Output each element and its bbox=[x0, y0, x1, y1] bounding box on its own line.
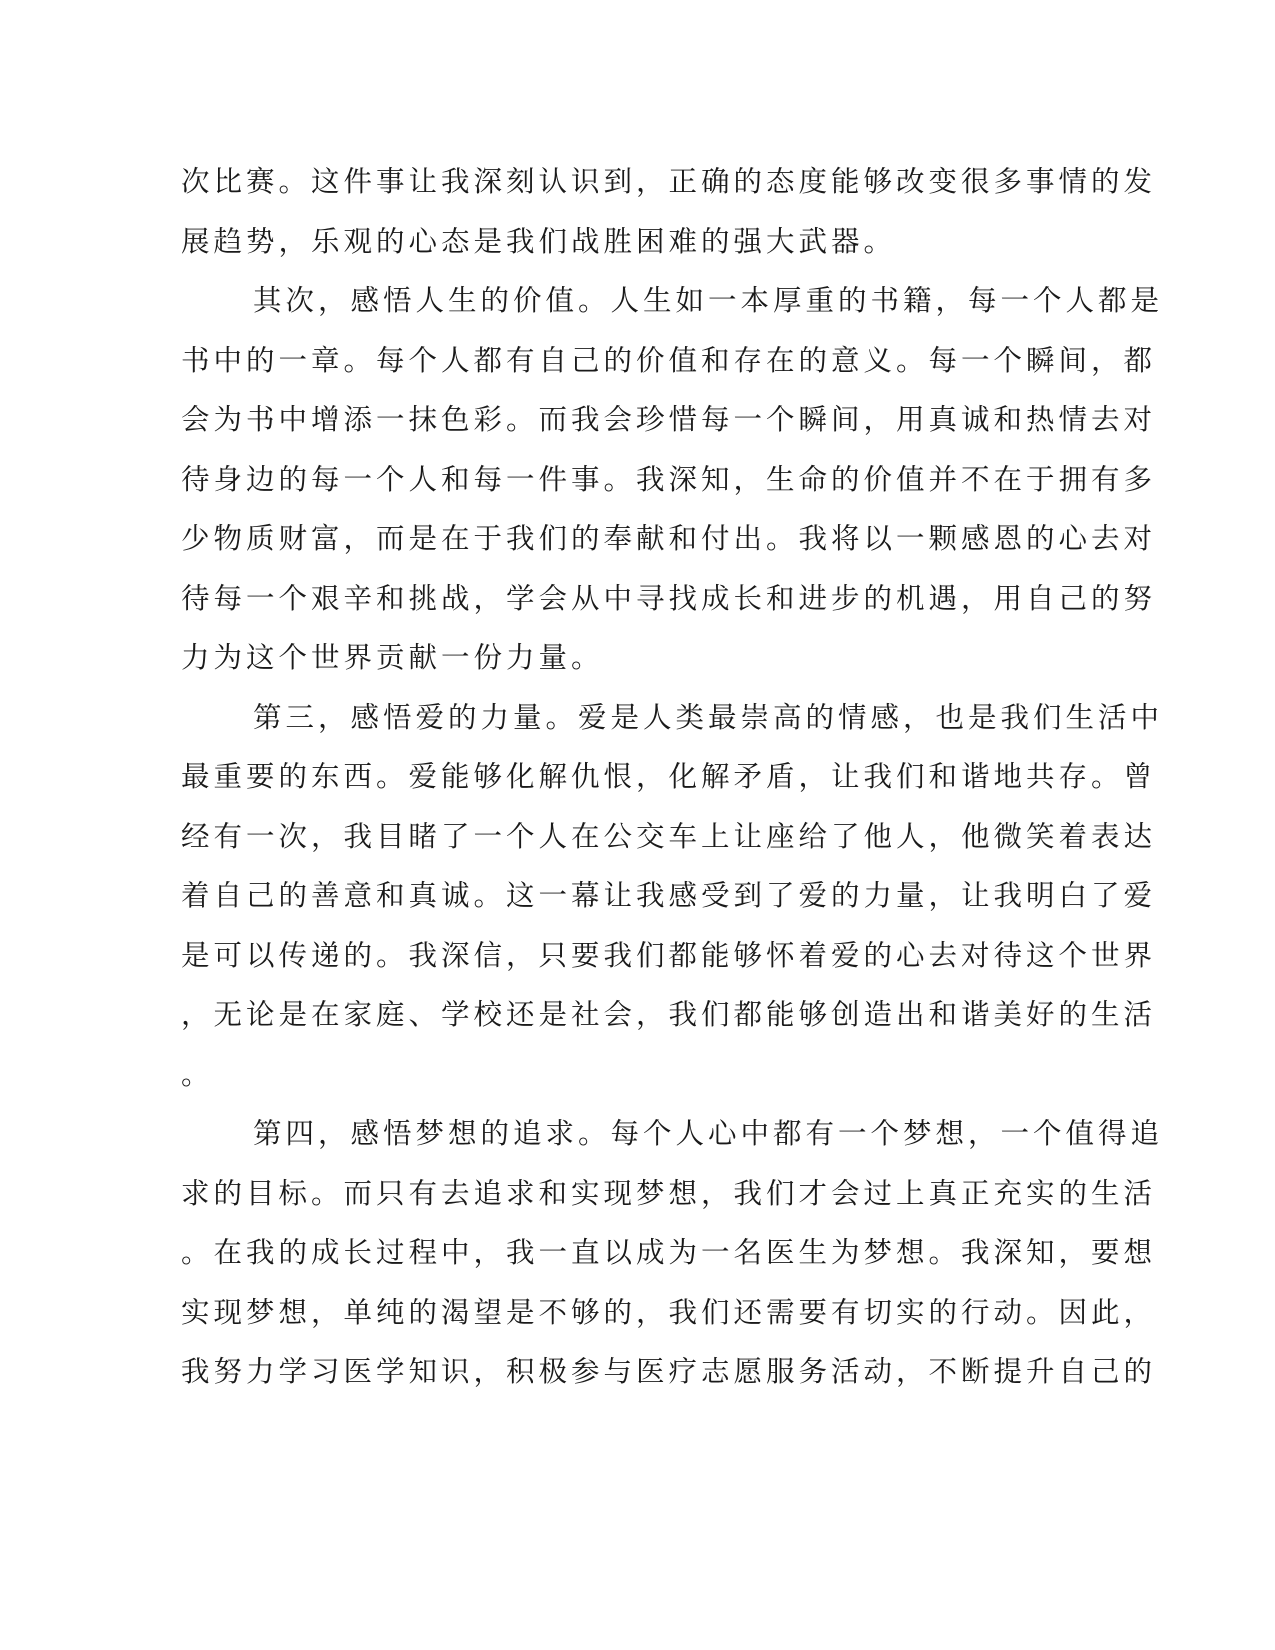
text-line: 会为书中增添一抹色彩。而我会珍惜每一个瞬间，用真诚和热情去对 bbox=[181, 403, 1157, 436]
text-line: 实现梦想，单纯的渴望是不够的，我们还需要有切实的行动。因此， bbox=[181, 1295, 1157, 1329]
text-line: 经有一次，我目睹了一个人在公交车上让座给了他人，他微笑着表达 bbox=[181, 819, 1157, 853]
text-line: 少物质财富，而是在于我们的奉献和付出。我将以一颗感恩的心去对 bbox=[181, 522, 1157, 555]
text-line: 次比赛。这件事让我深刻认识到，正确的态度能够改变很多事情的发 bbox=[181, 165, 1157, 198]
text-line: 力为这个世界贡献一份力量。 bbox=[181, 641, 604, 674]
text-line: 求的目标。而只有去追求和实现梦想，我们才会过上真正充实的生活 bbox=[181, 1176, 1157, 1210]
text-line: 待身边的每一个人和每一件事。我深知，生命的价值并不在于拥有多 bbox=[181, 462, 1157, 496]
text-line: 。在我的成长过程中，我一直以成为一名医生为梦想。我深知，要想 bbox=[181, 1236, 1157, 1269]
text-line: 我努力学习医学知识，积极参与医疗志愿服务活动，不断提升自己的 bbox=[181, 1355, 1157, 1388]
body-text bbox=[181, 152, 1164, 1402]
text-line: 。 bbox=[181, 1057, 214, 1091]
text-line: 书中的一章。每个人都有自己的价值和存在的意义。每一个瞬间，都 bbox=[181, 343, 1157, 377]
text-line: 最重要的东西。爱能够化解仇恨，化解矛盾，让我们和谐地共存。曾 bbox=[181, 760, 1157, 793]
paragraph-first-line: 第三，感悟爱的力量。爱是人类最崇高的情感，也是我们生活中 bbox=[253, 700, 1164, 734]
paragraph-first-line: 第四，感悟梦想的追求。每个人心中都有一个梦想，一个值得追 bbox=[253, 1117, 1164, 1150]
text-line: 待每一个艰辛和挑战，学会从中寻找成长和进步的机遇，用自己的努 bbox=[181, 581, 1157, 615]
text-line: ，无论是在家庭、学校还是社会，我们都能够创造出和谐美好的生活 bbox=[181, 998, 1157, 1031]
paragraph-first-line: 其次，感悟人生的价值。人生如一本厚重的书籍，每一个人都是 bbox=[253, 284, 1164, 317]
text-line: 着自己的善意和真诚。这一幕让我感受到了爱的力量，让我明白了爱 bbox=[181, 879, 1157, 912]
text-line: 是可以传递的。我深信，只要我们都能够怀着爱的心去对待这个世界 bbox=[181, 938, 1157, 972]
text-line: 展趋势，乐观的心态是我们战胜困难的强大武器。 bbox=[181, 224, 897, 258]
